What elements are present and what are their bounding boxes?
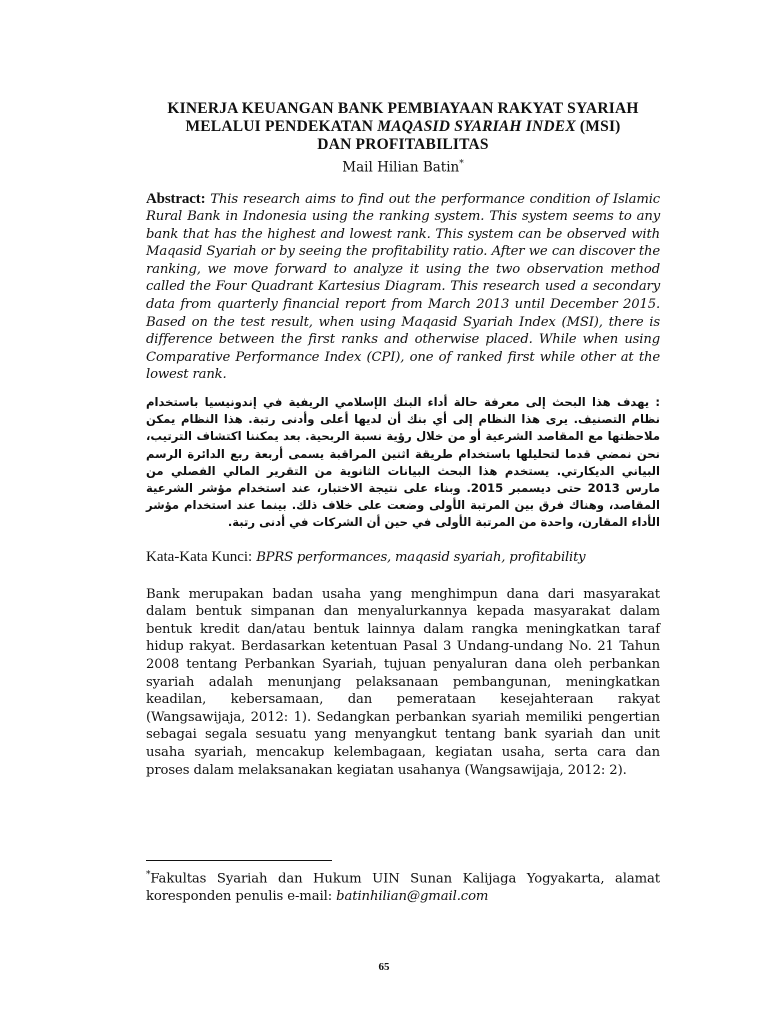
- keywords-text: BPRS performances, maqasid syariah, profitability: [252, 549, 586, 565]
- keywords: [146, 548, 660, 567]
- title-line-2: [146, 118, 660, 136]
- paper-page: [146, 100, 660, 779]
- footnote-divider: [146, 860, 332, 861]
- footnote-mark: *: [146, 870, 151, 880]
- title-line-2-post: (MSI): [575, 118, 621, 135]
- title-msi-italic: MAQASID SYARIAH INDEX: [377, 118, 576, 135]
- author-name: Mail Hilian Batin: [342, 159, 460, 176]
- footnote: [146, 866, 660, 906]
- author-footnote-mark: *: [459, 159, 464, 169]
- abstract-label: Abstract:: [146, 190, 206, 207]
- footnote-email: batinhilian@gmail.com: [336, 889, 489, 905]
- title-line-2-pre: MELALUI PENDEKATAN: [185, 118, 378, 135]
- body-paragraph: Bank merupakan badan usaha yang menghimpun dana dari masyarakat dalam bentuk simpanan dan menyalurkannya kepada masyarakat dalam bentuk kredit dan/atau bentuk lainnya dalam rangka meningkatkan taraf hidup rakyat. Berdasarkan ketentuan Pasal 3 Undang-undang No. 21 Tahun 2008 tentang Perbankan Syariah, tujuan penyaluran dana oleh perbankan syariah adalah menunjang pelaksanaan pembangunan, meningkatkan keadilan, kebersamaan, dan pemerataan kesejahteraan rakyat (Wangsawijaja, 2012: 1). Sedangkan perbankan syariah memiliki pengertian sebagai segala sesuatu yang menyangkut tentang bank syariah dan unit usaha syariah, mencakup kelembagaan, kegiatan usaha, serta cara dan proses dalam melaksanakan kegiatan usahanya (Wangsawijaja, 2012: 2).: [146, 586, 660, 778]
- author-line: [146, 155, 660, 177]
- title-line-3: DAN PROFITABILITAS: [317, 136, 489, 153]
- page-number: 65: [378, 961, 390, 973]
- keywords-label: Kata-Kata Kunci:: [146, 548, 253, 565]
- paper-title: [146, 100, 660, 154]
- abstract: [146, 191, 660, 385]
- abstract-text: This research aims to find out the performance condition of Islamic Rural Bank in Indonesia using the ranking system. This system seems to any bank that has the highest and lowest rank. This system can be observed with Maqasid Syariah or by seeing the profitability ratio. After we can discover the ranking, we move forward to analyze it using the two observation method called the Four Quadrant Kartesius Diagram. This research used a secondary data from quarterly financial report from March 2013 until December 2015. Based on the test result, when using Maqasid Syariah Index (MSI), there is difference between the first ranks and otherwise placed. While when using Comparative Performance Index (CPI), one of ranked first while other at the lowest rank.: [146, 191, 661, 383]
- arabic-abstract: : يهدف هذا البحث إلى معرفة حالة أداء البنك الإسلامي الريفية في إندونيسيا باستخدام نظام التصنيف. يرى هذا النظام إلى أي بنك أن لديها أعلى وأدنى رتبة. هذا النظام يمكن ملاحظتها مع المقاصد الشرعية أو من خلال رؤية نسبة الربحية. بعد يمكننا اكتشاف الترتيب، نحن نمضي قدما لتحليلها باستخدام طريقة اثنين المراقبة يسمى أربعة ربع الدائرة الرسم البياني الديكارتي. يستخدم هذا البحث البيانات الثانوية من التقرير المالي الفصلي من مارس 2013 حتى ديسمبر 2015. وبناء على نتيجة الاختبار، عند استخدام مؤشر الشرعية المقاصد، وهناك فرق بين المرتبة الأولى وضعت على خلاف ذلك. بينما عند استخدام مؤشر الأداء المقارن، واحدة من المرتبة الأولى في حين أن الشركات في أدنى رتبة.: [146, 395, 661, 530]
- title-line-1: KINERJA KEUANGAN BANK PEMBIAYAAN RAKYAT SYARIAH: [167, 100, 639, 117]
- footnote-text: Fakultas Syariah dan Hukum UIN Sunan Kalijaga Yogyakarta, alamat koresponden penulis e-mail:: [146, 871, 660, 905]
